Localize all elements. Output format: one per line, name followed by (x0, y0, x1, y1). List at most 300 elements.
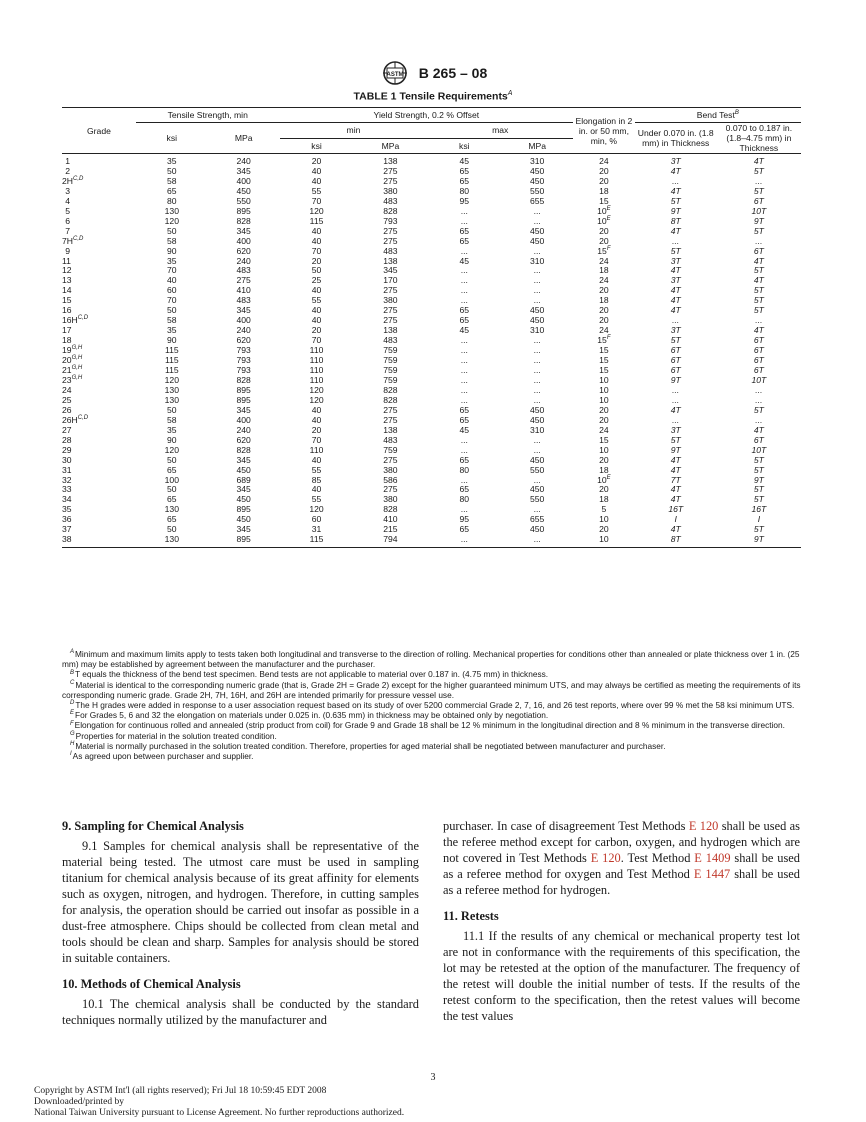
cell-ymax-ksi: 80 (459, 185, 470, 196)
cell-bend-thin: 6T (670, 355, 681, 366)
copyright-line-1: Copyright by ASTM Int'l (all rights reserved); Fri Jul 18 10:59:45 EDT 2008 (34, 1086, 327, 1096)
cell-ymin-ksi: 40 (311, 404, 322, 415)
cell-bend-thick: 5T (753, 404, 764, 415)
cell-ts-ksi: 50 (167, 524, 177, 535)
cell-bend-thick: ... (755, 394, 763, 405)
cell-ts-mpa: 345 (236, 524, 251, 535)
cell-elongation: $10^E$ (597, 474, 611, 485)
link-e1447[interactable]: E 1447 (693, 867, 731, 881)
cell-ymin-ksi: 20 (311, 424, 322, 435)
cell-bend-thick: 9T (717, 535, 801, 547)
footnote: $^E$For Grades 5, 6 and 32 the elongation on materials under 0.025 in. (0.635 mm) in thickness may be obtained only by negotiation. (70, 710, 549, 721)
cell-ts-ksi: 115 (164, 365, 179, 376)
cell-bend-thin: 4T (670, 454, 681, 465)
cell-bend-thin: 4T (670, 494, 681, 505)
left-column (62, 818, 419, 1038)
cell-ts-ksi: 120 (164, 374, 179, 385)
cell-bend-thick: 4T (753, 275, 764, 286)
cell-ts-mpa: 450 (236, 514, 251, 525)
cell-ymax-mpa: ... (533, 394, 541, 405)
cell-ymin-mpa: 793 (383, 215, 398, 226)
cell-bend-thin: ... (672, 394, 680, 405)
cell-grade: 24 (62, 384, 72, 395)
cell-ymax-mpa: 550 (530, 464, 545, 475)
cell-ymax-mpa: 450 (530, 235, 545, 246)
cell-bend-thin: 9T (670, 205, 681, 216)
cell-ts-mpa: 345 (236, 165, 251, 176)
cell-elongation: 20 (599, 315, 609, 326)
cell-ts-mpa: 895 (236, 205, 251, 216)
cell-ts-ksi: 50 (167, 305, 177, 316)
cell-ymax-mpa: 450 (530, 315, 545, 326)
cell-ymin-ksi: 120 (309, 394, 324, 405)
cell-ymax-mpa: ... (533, 374, 541, 385)
cell-ymax-mpa: 310 (530, 325, 545, 336)
cell-elongation: 10 (573, 535, 635, 547)
table-row (62, 535, 801, 547)
page-number: 3 (430, 1072, 436, 1083)
cell-ymax-ksi: ... (460, 265, 468, 276)
cell-bend-thick: 5T (753, 484, 764, 495)
table-row (62, 466, 801, 476)
cell-ts-ksi: 50 (167, 454, 177, 465)
cell-ts-ksi: 35 (167, 255, 177, 266)
cell-ymin-mpa: 759 (383, 374, 398, 385)
cell-ts-mpa: 240 (236, 156, 251, 166)
cell-grade: 31 (62, 464, 72, 475)
cell-ymin-mpa: 275 (383, 225, 398, 236)
cell-ymin-ksi: 40 (311, 454, 322, 465)
cell-ymin-ksi: 40 (311, 175, 322, 186)
cell-ymin-mpa: 759 (383, 345, 398, 356)
cell-bend-thick: 5T (753, 165, 764, 176)
cell-ymax-mpa: 310 (530, 255, 545, 266)
cell-elongation: 24 (599, 325, 609, 336)
cell-ymin-mpa: 759 (383, 444, 398, 455)
cell-bend-thin: 3T (670, 325, 681, 336)
cell-ymax-mpa: ... (533, 205, 541, 216)
cell-ts-ksi: 65 (167, 464, 177, 475)
cell-bend-thick: 6T (753, 245, 764, 256)
cell-elongation: 10 (599, 384, 609, 395)
cell-grade: $16H^{C,D}$ (62, 315, 89, 326)
cell-ymin-ksi: 60 (311, 514, 322, 525)
cell-ymax-mpa: ... (533, 245, 541, 256)
cell-elongation: 20 (599, 454, 609, 465)
astm-logo-icon (379, 60, 411, 86)
cell-ymax-mpa: 550 (530, 494, 545, 505)
cell-elongation: $10^E$ (597, 205, 611, 216)
cell-ts-mpa: 793 (236, 345, 251, 356)
cell-elongation: 24 (599, 255, 609, 266)
cell-ymax-mpa: 450 (530, 175, 545, 186)
cell-ts-ksi: 130 (164, 504, 179, 515)
cell-grade: 9 (65, 245, 70, 256)
cell-ymin-mpa: 275 (383, 404, 398, 415)
cell-ymin-ksi: 20 (311, 156, 322, 166)
cell-ymax-ksi: 95 (459, 195, 470, 206)
cell-elongation: 5 (601, 504, 607, 515)
cell-ymin-mpa: 380 (383, 464, 398, 475)
footnote: $^F$Elongation for continuous rolled and annealed (strip product from coil) for Grade 9 and Grade 18 shall be 12 % minimum in the longitudinal direction and 8 % minimum in the transverse direction. (70, 720, 785, 731)
cell-bend-thick: 5T (753, 494, 764, 505)
cell-ymin-ksi: 55 (311, 185, 322, 196)
cell-ts-ksi: 130 (164, 394, 179, 405)
cell-bend-thin: 4T (670, 225, 681, 236)
header-ymax-mpa: MPa (501, 138, 573, 154)
footnote: $^D$The H grades were added in response to a user association request based on its study of over 5200 commercial Grade 2, 7, 16, and 26 test reports, where over 99 % met the 58 ksi minimum UTS. (70, 700, 795, 711)
cell-ts-mpa: 410 (236, 285, 251, 296)
cell-bend-thick: 6T (753, 195, 764, 206)
cell-bend-thin: I (674, 514, 677, 525)
cell-ymin-mpa: 275 (383, 454, 398, 465)
section-9-heading: 9. Sampling for Chemical Analysis (62, 819, 244, 833)
cell-grade: 16 (62, 305, 72, 316)
cell-grade: 5 (65, 205, 70, 216)
cell-ymax-mpa: ... (533, 265, 541, 276)
cell-bend-thin: ... (672, 315, 680, 326)
cell-elongation: 20 (599, 404, 609, 415)
cell-bend-thin: 3T (670, 255, 681, 266)
cell-ts-mpa: 400 (236, 315, 251, 326)
cell-bend-thick: 5T (753, 464, 764, 475)
cell-ymax-ksi: 65 (459, 454, 470, 465)
cell-ymin-ksi: 70 (311, 335, 322, 346)
table-row (62, 154, 801, 167)
cell-ymin-ksi: 110 (309, 355, 324, 366)
cell-ymax-ksi: 95 (459, 514, 470, 525)
cell-elongation: 20 (599, 305, 609, 316)
cell-elongation: $15^F$ (597, 245, 611, 256)
cell-bend-thin: 5T (670, 434, 681, 445)
cell-ymax-mpa: ... (533, 295, 541, 306)
header-ymin-ksi: ksi (280, 138, 354, 154)
section-10-heading: 10. Methods of Chemical Analysis (62, 977, 241, 991)
cell-ts-mpa: 240 (236, 325, 251, 336)
cell-elongation: 24 (599, 275, 609, 286)
cell-ymin-mpa: 170 (383, 275, 398, 286)
cell-ymax-ksi: ... (460, 205, 468, 216)
cell-bend-thin: 8T (670, 215, 681, 226)
cell-ymax-ksi: ... (460, 504, 468, 515)
cell-ts-ksi: 100 (164, 474, 179, 485)
cell-ts-ksi: 50 (167, 484, 177, 495)
cell-ymax-ksi: ... (460, 434, 468, 445)
cell-grade: 12 (62, 265, 72, 276)
cell-bend-thin: 16T (668, 504, 684, 515)
cell-ymin-ksi: 110 (309, 365, 324, 376)
cell-ts-ksi: 130 (164, 205, 179, 216)
cell-bend-thick: ... (755, 384, 763, 395)
cell-elongation: 10 (599, 514, 609, 525)
cell-ymin-mpa: 138 (383, 424, 398, 435)
cell-ymax-mpa: 310 (530, 156, 545, 166)
cell-ts-mpa: 895 (236, 394, 251, 405)
cell-grade: 30 (62, 454, 72, 465)
cell-ymax-mpa: 450 (530, 454, 545, 465)
cell-elongation: 15 (599, 345, 609, 356)
copyright-line-3: National Taiwan University pursuant to License Agreement. No further reproductions authorized. (34, 1108, 405, 1118)
paragraph-10-1: 10.1 The chemical analysis shall be conducted by the standard techniques normally utilized by the manufacturer and (62, 997, 419, 1027)
cell-grade: $26H^{C,D}$ (62, 414, 89, 425)
cell-ymax-ksi: ... (427, 535, 501, 547)
cell-ts-mpa: 793 (236, 355, 251, 366)
cell-bend-thin: 4T (670, 305, 681, 316)
cell-ymin-mpa: 275 (383, 285, 398, 296)
cell-ymax-ksi: ... (460, 345, 468, 356)
cell-ymin-mpa: 380 (383, 295, 398, 306)
cell-ts-ksi: 120 (164, 215, 179, 226)
cell-ymax-ksi: ... (460, 245, 468, 256)
cell-ymax-ksi: ... (460, 374, 468, 385)
cell-ymin-ksi: 20 (311, 325, 322, 336)
cell-ymax-ksi: 45 (459, 424, 470, 435)
cell-ymax-mpa: 450 (530, 404, 545, 415)
cell-elongation: 18 (599, 464, 609, 475)
cell-ymin-mpa: 138 (383, 156, 398, 166)
cell-bend-thin: 5T (670, 335, 681, 346)
copyright-line-2: Downloaded/printed by (34, 1097, 124, 1107)
cell-ymin-mpa: 410 (383, 514, 398, 525)
cell-bend-thin: 3T (670, 275, 681, 286)
cell-ymax-mpa: 450 (530, 414, 545, 425)
cell-elongation: 24 (599, 424, 609, 435)
cell-ts-ksi: 58 (167, 235, 177, 246)
header-elongation: Elongation in 2 in. or 50 mm, min, % (573, 108, 635, 154)
cell-bend-thick: 6T (753, 355, 764, 366)
cell-ymin-mpa: 483 (383, 335, 398, 346)
cell-bend-thick: 6T (753, 365, 764, 376)
cell-ymin-ksi: 40 (311, 414, 322, 425)
cell-ts-ksi: 65 (167, 185, 177, 196)
cell-bend-thick: 9T (753, 215, 764, 226)
cell-ymin-ksi: 40 (311, 225, 322, 236)
cell-elongation: 10 (599, 374, 609, 385)
cell-ymax-mpa: ... (533, 474, 541, 485)
cell-ts-ksi: 65 (167, 514, 177, 525)
cell-grade: 33 (62, 484, 72, 495)
cell-grade: $23^{G,H}$ (62, 374, 83, 385)
cell-ts-mpa: 895 (236, 384, 251, 395)
cell-elongation: 18 (599, 185, 609, 196)
cell-ymin-mpa: 828 (383, 394, 398, 405)
header-ts-ksi: ksi (136, 123, 208, 154)
cell-ymin-mpa: 275 (383, 414, 398, 425)
cell-ts-ksi: 58 (167, 315, 177, 326)
cell-ymin-mpa: 794 (353, 535, 427, 547)
cell-ymax-ksi: 65 (459, 524, 470, 535)
cell-bend-thick: 16T (751, 504, 767, 515)
cell-elongation: 18 (599, 265, 609, 276)
cell-grade: 29 (62, 444, 72, 455)
cell-grade: $20^{G,H}$ (62, 355, 83, 366)
cell-ymax-mpa: ... (533, 365, 541, 376)
cell-elongation: $15^F$ (597, 335, 611, 346)
copyright-notice (34, 1086, 404, 1119)
cell-ymin-mpa: 828 (383, 504, 398, 515)
link-e120[interactable]: E 120 (688, 819, 719, 833)
header-ymax-ksi: ksi (427, 138, 501, 154)
cell-grade: 38 (62, 535, 136, 547)
cell-ts-ksi: 65 (167, 494, 177, 505)
paragraph-11-1: 11.1 If the results of any chemical or mechanical property test lot are not in conformance with the requirements of this specification, the lot may be retested at the option of the manufacturer. The frequency of the retest will double the initial number of tests. If the results of the retest conform to the specification, then the retest values will become the test values (443, 929, 800, 1023)
cell-elongation: 10 (599, 444, 609, 455)
cell-ts-ksi: 90 (167, 335, 177, 346)
cell-elongation: 15 (599, 195, 609, 206)
cell-ymin-mpa: 275 (383, 484, 398, 495)
cell-ymax-mpa: ... (533, 215, 541, 226)
cell-grade: 17 (62, 325, 72, 336)
cell-ts-ksi: 130 (136, 535, 208, 547)
cell-elongation: 20 (599, 524, 609, 535)
cell-elongation: $10^E$ (597, 215, 611, 226)
cell-grade: 36 (62, 514, 72, 525)
cell-ts-ksi: 35 (167, 424, 177, 435)
cell-grade: 27 (62, 424, 72, 435)
cell-ts-ksi: 70 (167, 265, 177, 276)
cell-ts-ksi: 120 (164, 444, 179, 455)
cell-ymax-ksi: 80 (459, 464, 470, 475)
table-body (62, 154, 801, 548)
cell-ts-mpa: 450 (236, 464, 251, 475)
cell-ymax-ksi: 65 (459, 315, 470, 326)
cell-bend-thick: 10T (751, 205, 767, 216)
cell-ymax-ksi: ... (460, 215, 468, 226)
cell-bend-thick: 9T (753, 474, 764, 485)
cell-bend-thick: ... (755, 315, 763, 326)
cell-bend-thick: 5T (753, 265, 764, 276)
cell-ts-mpa: 689 (236, 474, 251, 485)
cell-ymax-mpa: ... (533, 285, 541, 296)
cell-ymax-ksi: 65 (459, 225, 470, 236)
cell-ymin-mpa: 828 (383, 205, 398, 216)
cell-ymin-mpa: 759 (383, 355, 398, 366)
cell-bend-thick: 10T (751, 444, 767, 455)
cell-grade: 34 (62, 494, 72, 505)
cell-ts-mpa: 483 (236, 265, 251, 276)
cell-bend-thin: 4T (670, 285, 681, 296)
cell-bend-thick: 6T (753, 434, 764, 445)
link-e1409[interactable]: E 1409 (694, 851, 731, 865)
cell-grade: 28 (62, 434, 72, 445)
cell-grade: 4 (65, 195, 70, 206)
header-ymin-mpa: MPa (353, 138, 427, 154)
cell-ymax-mpa: ... (533, 335, 541, 346)
cell-ymin-mpa: 275 (383, 165, 398, 176)
cell-ymax-ksi: ... (460, 275, 468, 286)
cell-ts-mpa: 450 (236, 185, 251, 196)
cell-ymax-mpa: ... (533, 275, 541, 286)
cell-grade: 35 (62, 504, 72, 515)
cell-ymin-ksi: 70 (311, 195, 322, 206)
cell-ymin-ksi: 85 (311, 474, 322, 485)
cell-ymin-ksi: 40 (311, 235, 322, 246)
cell-bend-thick: 5T (753, 524, 764, 535)
paragraph-9-1: 9.1 Samples for chemical analysis shall be representative of the material being tested. The utmost care must be used in sampling titanium for chemical analysis because of its great affinity for elements such as oxygen, nitrogen, and hydrogen. Therefore, in cutting samples for analysis, the operation should be carried out insofar as possible in a dust-free atmosphere. Chips should be collected from clean metal and tools should be clean and sharp. Samples for analysis should be stored in suitable containers. (62, 839, 419, 965)
cell-bend-thin: ... (672, 175, 680, 186)
cell-bend-thin: 4T (670, 464, 681, 475)
cell-bend-thin: 4T (670, 484, 681, 495)
cell-ymin-ksi: 55 (311, 494, 322, 505)
cell-ymax-ksi: ... (460, 394, 468, 405)
cell-grade: 15 (62, 295, 72, 306)
cell-ymin-ksi: 120 (309, 205, 324, 216)
cell-ymin-ksi: 120 (309, 504, 324, 515)
cell-ymax-ksi: ... (460, 444, 468, 455)
cell-ymax-ksi: ... (460, 335, 468, 346)
footnote: $^I$As agreed upon between purchaser and supplier. (70, 751, 254, 762)
cell-ymax-ksi: ... (460, 365, 468, 376)
cell-grade: 25 (62, 394, 72, 405)
cell-ymax-mpa: ... (501, 535, 573, 547)
link-e120-2[interactable]: E 120 (590, 851, 621, 865)
cell-bend-thick: 5T (753, 305, 764, 316)
cell-grade: 14 (62, 285, 72, 296)
cell-ts-mpa: 620 (236, 335, 251, 346)
header-bend-thin: Under 0.070 in. (1.8 mm) in Thickness (635, 123, 717, 154)
cell-ts-mpa: 400 (236, 235, 251, 246)
cell-ts-ksi: 50 (167, 165, 177, 176)
cell-ts-ksi: 130 (164, 384, 179, 395)
cell-bend-thin: 7T (670, 474, 681, 485)
cell-ymin-ksi: 70 (311, 245, 322, 256)
cell-ymax-mpa: ... (533, 434, 541, 445)
cell-ymax-ksi: 65 (459, 414, 470, 425)
cell-ymin-ksi: 31 (311, 524, 322, 535)
cell-bend-thin: 3T (670, 424, 681, 435)
cell-elongation: 20 (599, 484, 609, 495)
cell-ts-mpa: 620 (236, 434, 251, 445)
cell-grade: 2 (65, 165, 70, 176)
cell-bend-thin: ... (672, 384, 680, 395)
cell-bend-thin: 8T (635, 535, 717, 547)
header-yield-max: max (427, 123, 573, 139)
cell-ts-mpa: 895 (236, 504, 251, 515)
cell-grade: $2H^{C,D}$ (62, 175, 84, 186)
cell-ymin-mpa: 759 (383, 365, 398, 376)
cell-ymax-ksi: 45 (459, 156, 470, 166)
header-tensile: Tensile Strength, min (136, 108, 280, 123)
cell-ymax-ksi: 65 (459, 484, 470, 495)
cell-ymin-mpa: 483 (383, 195, 398, 206)
cell-ymax-mpa: 450 (530, 524, 545, 535)
cell-ymin-mpa: 275 (383, 315, 398, 326)
cell-grade: $7H^{C,D}$ (62, 235, 84, 246)
cell-ymax-ksi: 45 (459, 255, 470, 266)
paragraph-10-1-cont: purchaser. In case of disagreement Test Methods E 120 shall be used as the referee method except for carbon, oxygen, and hydrogen which are not covered in Test Methods E 120. Test Method E 1409 shall be used as a referee method for oxygen and Test Method E 1447 shall be used as a referee method for hydrogen. (443, 819, 801, 897)
cell-ts-ksi: 50 (167, 225, 177, 236)
document-header (0, 60, 866, 86)
header-yield-min: min (280, 123, 428, 139)
cell-ymax-ksi: ... (460, 474, 468, 485)
cell-ymax-ksi: ... (460, 285, 468, 296)
cell-bend-thick: 6T (753, 335, 764, 346)
cell-ymin-ksi: 55 (311, 464, 322, 475)
cell-ymax-mpa: 655 (530, 514, 545, 525)
cell-ymin-mpa: 275 (383, 305, 398, 316)
cell-ymin-ksi: 120 (309, 384, 324, 395)
cell-grade: 1 (65, 156, 70, 166)
cell-ts-ksi: 50 (167, 404, 177, 415)
cell-ts-mpa: 345 (236, 454, 251, 465)
cell-ymin-ksi: 40 (311, 305, 322, 316)
cell-ymin-mpa: 828 (383, 384, 398, 395)
cell-grade: 6 (65, 215, 70, 226)
cell-ts-mpa: 793 (236, 365, 251, 376)
cell-ymin-ksi: 110 (309, 345, 324, 356)
cell-ymax-mpa: 450 (530, 484, 545, 495)
cell-ts-ksi: 70 (167, 295, 177, 306)
